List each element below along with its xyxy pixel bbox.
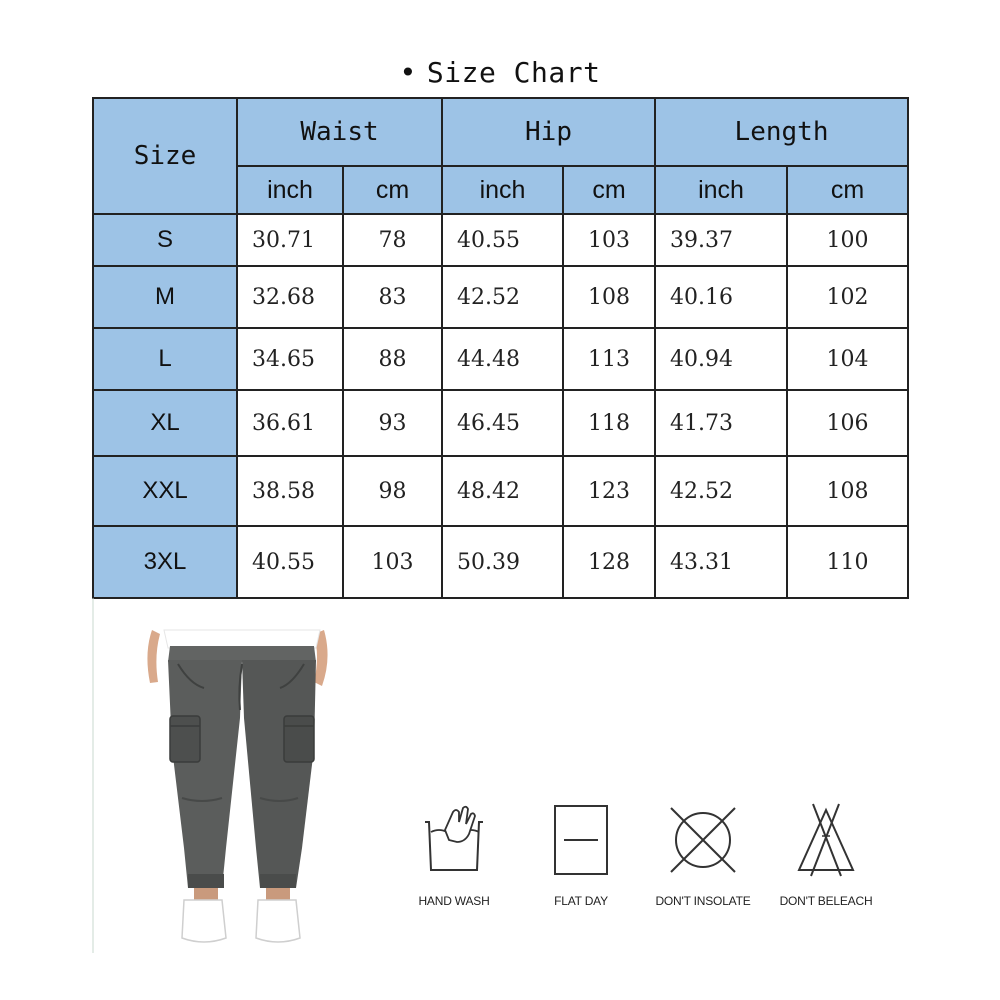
length-group-header: Length [655, 98, 908, 166]
table-row [93, 214, 908, 266]
care-item-hand-wash [394, 800, 514, 908]
value-cell: 108 [787, 456, 908, 526]
value-cell: 110 [787, 526, 908, 598]
value-cell: 39.37 [655, 214, 787, 266]
unit-header: cm [343, 166, 442, 214]
value-cell: 36.61 [237, 390, 343, 456]
value-cell: 100 [787, 214, 908, 266]
size-cell: XL [93, 390, 237, 456]
value-cell: 30.71 [237, 214, 343, 266]
value-cell: 42.52 [442, 266, 563, 328]
value-cell: 104 [787, 328, 908, 390]
value-cell: 43.31 [655, 526, 787, 598]
value-cell: 93 [343, 390, 442, 456]
do-not-bleach-icon [791, 800, 861, 880]
size-cell: L [93, 328, 237, 390]
care-item-dont-insolate [643, 800, 763, 908]
size-chart-table [92, 97, 909, 599]
value-cell: 40.16 [655, 266, 787, 328]
size-cell: M [93, 266, 237, 328]
value-cell: 128 [563, 526, 655, 598]
value-cell: 113 [563, 328, 655, 390]
title-text: Size Chart [426, 56, 601, 89]
unit-header: inch [442, 166, 563, 214]
care-item-flat-dry [521, 800, 641, 908]
value-cell: 103 [563, 214, 655, 266]
value-cell: 41.73 [655, 390, 787, 456]
care-label: HAND WASH [418, 894, 490, 908]
value-cell: 48.42 [442, 456, 563, 526]
value-cell: 50.39 [442, 526, 563, 598]
value-cell: 98 [343, 456, 442, 526]
hand-wash-icon [419, 800, 489, 880]
value-cell: 123 [563, 456, 655, 526]
table-row [93, 456, 908, 526]
flat-dry-icon [546, 800, 616, 880]
unit-header: cm [563, 166, 655, 214]
do-not-tumble-dry-icon [663, 800, 743, 880]
value-cell: 46.45 [442, 390, 563, 456]
value-cell: 32.68 [237, 266, 343, 328]
value-cell: 83 [343, 266, 442, 328]
value-cell: 40.55 [442, 214, 563, 266]
value-cell: 42.52 [655, 456, 787, 526]
care-item-dont-bleach [766, 800, 886, 908]
care-label: DON'T INSOLATE [655, 894, 751, 908]
size-cell: 3XL [93, 526, 237, 598]
title-bullet: • [399, 56, 417, 89]
waist-group-header: Waist [237, 98, 442, 166]
table-row [93, 390, 908, 456]
group-header-row [93, 98, 908, 166]
value-cell: 34.65 [237, 328, 343, 390]
unit-header: inch [237, 166, 343, 214]
value-cell: 88 [343, 328, 442, 390]
product-image-pants [92, 598, 352, 953]
care-label: DON'T BELEACH [779, 894, 873, 908]
unit-header: cm [787, 166, 908, 214]
value-cell: 106 [787, 390, 908, 456]
table-row [93, 328, 908, 390]
unit-header: inch [655, 166, 787, 214]
table-row [93, 266, 908, 328]
size-cell: XXL [93, 456, 237, 526]
value-cell: 40.94 [655, 328, 787, 390]
value-cell: 118 [563, 390, 655, 456]
table-row [93, 526, 908, 598]
care-label: FLAT DAY [554, 894, 608, 908]
size-cell: S [93, 214, 237, 266]
value-cell: 40.55 [237, 526, 343, 598]
value-cell: 102 [787, 266, 908, 328]
page-title [0, 56, 1000, 89]
hip-group-header: Hip [442, 98, 655, 166]
value-cell: 78 [343, 214, 442, 266]
value-cell: 44.48 [442, 328, 563, 390]
value-cell: 108 [563, 266, 655, 328]
size-column-header: Size [93, 98, 237, 214]
value-cell: 103 [343, 526, 442, 598]
value-cell: 38.58 [237, 456, 343, 526]
